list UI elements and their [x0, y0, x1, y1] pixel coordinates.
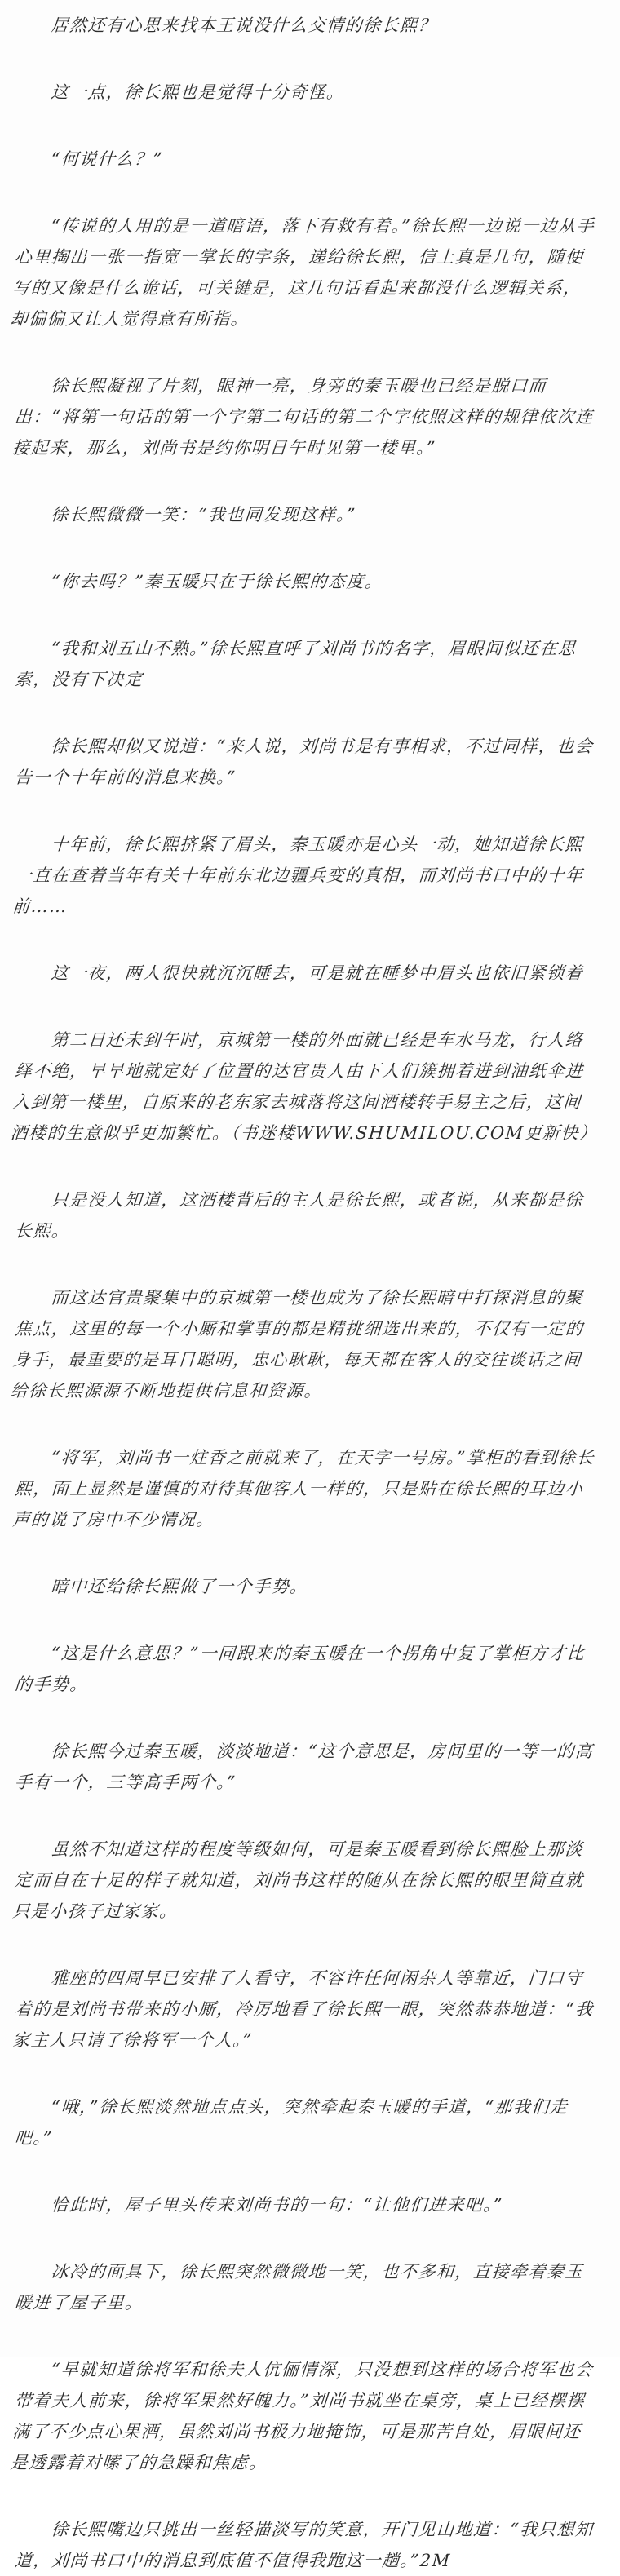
- paragraph: 这一点，徐长熙也是觉得十分奇怪。: [50, 82, 346, 102]
- paragraph: “将军，刘尚书一炷香之前就来了，在天字一号房。”掌柜的看到徐长熙，面上显然是谨慎的对待其他客人一样的，只是贴在徐长熙的耳边小声的说了房中不少情况。: [11, 1448, 596, 1529]
- paragraph: “传说的人用的是一道暗语，落下有救有着。”徐长熙一边说一边从手心里掏出一张一指宽一掌长的字条，递给徐长熙，信上真是几句，随便写的又像是什么诡话，可关键是，这几句话看起来都没什么逻辑关系，却偏偏又让人觉得意有所指。: [9, 216, 596, 329]
- paragraph: 徐长熙今过秦玉暖，淡淡地道：“这个意思是，房间里的一等一的高手有一个，三等高手两个。”: [14, 1742, 595, 1792]
- paragraph: “你去吗？”秦玉暖只在于徐长熙的态度。: [50, 572, 384, 591]
- paragraph: 这一夜，两人很快就沉沉睡去，可是就在睡梦中眉头也依旧紧锁着: [50, 963, 585, 983]
- paragraph: 徐长熙却似又说道：“来人说，刘尚书是有事相求，不过同样，也会告一个十年前的消息来换。”: [14, 737, 595, 787]
- paragraph: 雅座的四周早已安排了人看守，不容许任何闲杂人等靠近，门口守着的是刘尚书带来的小厮，冷厉地看了徐长熙一眼，突然恭恭地道：“我家主人只请了徐将军一个人。”: [11, 1968, 595, 2050]
- paragraph: 冰冷的面具下，徐长熙突然微微地一笑，也不多和，直接牵着秦玉暖进了屋子里。: [14, 2262, 585, 2313]
- paragraph: “早就知道徐将军和徐夫人伉俪情深，只没想到这样的场合将军也会带着夫人前来，徐将军果然好魄力。”刘尚书就坐在桌旁，桌上已经摆摆满了不少点心果酒，虽然刘尚书极力地掩饰，可是那苦自处，眉眼间还是透露着对嗦了的急躁和焦虑。: [9, 2360, 595, 2472]
- paragraph: “何说什么？”: [50, 149, 164, 169]
- paragraph: 第二日还未到午时，京城第一楼的外面就已经是车水马龙，行人络绎不绝，早早地就定好了位置的达官贵人由下人们簇拥着进到油纸伞进入到第一楼里，自原来的老东家去城落将这间酒楼转手易主之后，这间酒楼的生意似乎更加繁忙。（书迷楼WWW.SHUMILOU.COM更新快）: [9, 1030, 599, 1143]
- paragraph: 居然还有心思来找本王说没什么交情的徐长熙？: [50, 15, 438, 35]
- paragraph: 暗中还给徐长熙做了一个手势。: [50, 1577, 309, 1596]
- paragraph: “我和刘五山不熟。”徐长熙直呼了刘尚书的名字，眉眼间似还在思索，没有下决定: [14, 639, 578, 689]
- paragraph: 徐长熙微微一笑：“我也同发现这样。”: [50, 505, 357, 524]
- paragraph: 而这达官贵聚集中的京城第一楼也成为了徐长熙暗中打探消息的聚焦点，这里的每一个小厮和掌事的都是精挑细选出来的，不仅有一定的身手，最重要的是耳目聪明，忠心耿耿，每天都在客人的交往谈话之间给徐长熙源源不断地提供信息和资源。: [9, 1288, 585, 1401]
- paragraph: “这是什么意思？”一同跟来的秦玉暖在一个拐角中复了掌柜方才比的手势。: [14, 1644, 586, 1694]
- paragraph: 只是没人知道，这酒楼背后的主人是徐长熙，或者说，从来都是徐长熙。: [14, 1190, 585, 1241]
- paragraph: 徐长熙嘴边只挑出一丝轻描淡写的笑意，开门见山地道：“我只想知道，刘尚书口中的消息到底值不值得我跑这一趟。”2M: [14, 2520, 595, 2570]
- paragraph: 虽然不知道这样的程度等级如何，可是秦玉暖看到徐长熙脸上那淡定而自在十足的样子就知道，刘尚书这样的随从在徐长熙的眼里简直就只是小孩子过家家。: [11, 1839, 585, 1921]
- paragraph: 十年前，徐长熙挤紧了眉头，秦玉暖亦是心头一动，她知道徐长熙一直在查着当年有关十年前东北边疆兵变的真相，而刘尚书口中的十年前……: [11, 834, 585, 916]
- paragraph: 徐长熙凝视了片刻，眼神一亮，身旁的秦玉暖也已经是脱口而出：“将第一句话的第一个字第二句话的第二个字依照这样的规律依次连接起来，那么，刘尚书是约你明日午时见第一楼里。”: [11, 376, 595, 458]
- paragraph: 恰此时，屋子里头传来刘尚书的一句：“让他们进来吧。”: [50, 2195, 504, 2215]
- paragraph: “哦，”徐长熙淡然地点点头，突然牵起秦玉暖的手道，“那我们走吧。”: [14, 2097, 569, 2148]
